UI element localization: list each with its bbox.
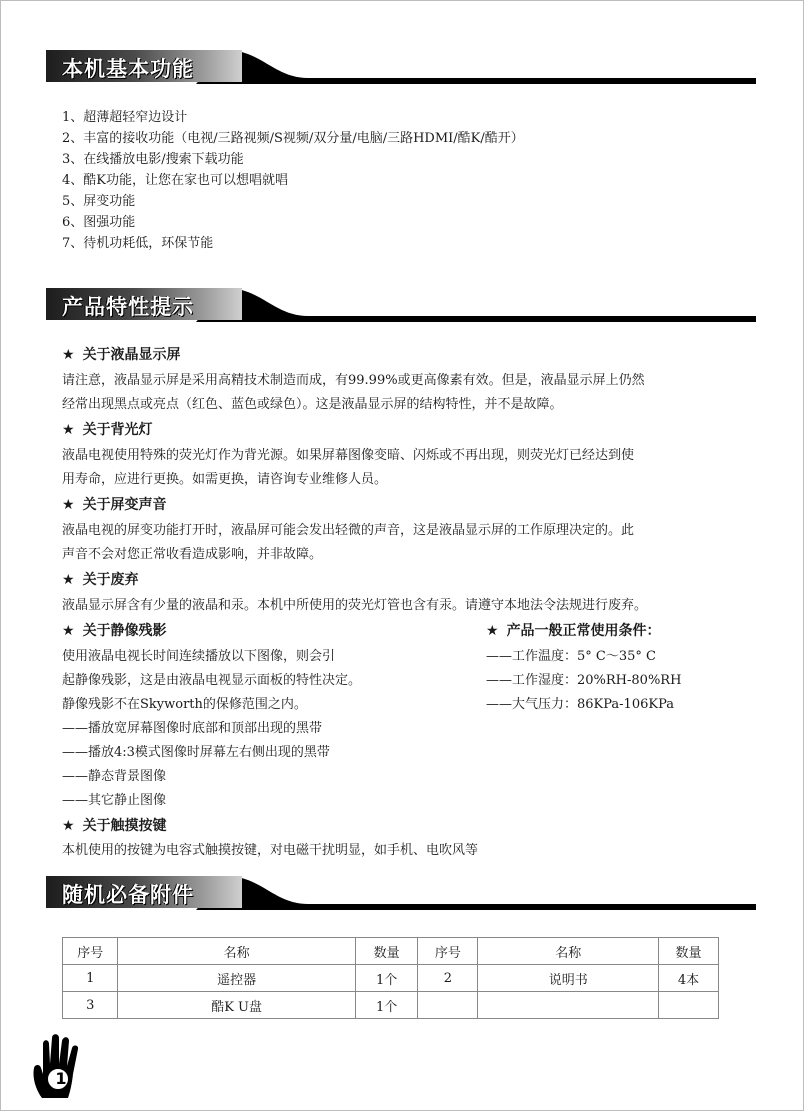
heading-conditions: ★ 产品一般正常使用条件： [486,623,661,639]
table-header-cell: 名称 [478,938,659,965]
section-title: 随机必备附件 [62,883,194,907]
table-header-cell: 名称 [118,938,355,965]
table-cell: 说明书 [478,965,659,992]
paragraph-line: 请注意，液晶显示屏是采用高精技术制造而成，有99.99%或更高像素有效。但是，液晶显示屏上仍然 [62,373,645,388]
paragraph-line: 用寿命，应进行更换。如需更换，请咨询专业维修人员。 [62,472,388,487]
star-icon: ★ [62,572,75,588]
accessories-table [62,937,719,1019]
feature-item: 5、屏变功能 [62,194,136,209]
star-icon: ★ [62,818,75,834]
table-cell: 4本 [659,965,719,992]
condition-line: ——工作温度：5° C～35° C [486,649,656,664]
section-header-properties [46,286,756,326]
star-icon: ★ [62,497,75,513]
table-cell: 遥控器 [118,965,355,992]
condition-line: ——工作湿度：20%RH-80%RH [486,673,682,688]
paragraph-line: 静像残影不在Skyworth的保修范围之内。 [62,697,307,712]
table-row [63,992,719,1019]
table-header-cell: 数量 [355,938,418,965]
section-title: 本机基本功能 [62,57,194,81]
table-cell: 1 [63,965,118,992]
feature-item: 7、待机功耗低，环保节能 [62,236,214,251]
table-cell: 1个 [355,965,418,992]
paragraph-line: ——播放4:3模式图像时屏幕左右侧出现的黑带 [62,745,330,760]
star-icon: ★ [62,347,75,363]
feature-item: 4、酷K功能，让您在家也可以想唱就唱 [62,173,288,188]
paragraph-line: 经常出现黑点或亮点（红色、蓝色或绿色）。这是液晶显示屏的结构特性，并不是故障。 [62,397,563,412]
paragraph-line: ——静态背景图像 [62,769,167,784]
heading-sound: ★ 关于屏变声音 [62,497,167,513]
table-cell: 3 [63,992,118,1019]
paragraph-line: 声音不会对您正常收看造成影响，并非故障。 [62,547,323,562]
table-header-cell: 数量 [659,938,719,965]
table-header-cell: 序号 [63,938,118,965]
page-number: 1 [55,1069,67,1088]
paragraph-line: ——播放宽屏幕图像时底部和顶部出现的黑带 [62,721,323,736]
section-title: 产品特性提示 [62,295,194,319]
paragraph-line: 本机使用的按键为电容式触摸按键，对电磁干扰明显，如手机、电吹风等 [62,843,479,858]
feature-item: 6、图强功能 [62,215,136,230]
paragraph-line: 液晶电视使用特殊的荧光灯作为背光源。如果屏幕图像变暗、闪烁或不再出现，则荧光灯已经达到使 [62,448,635,463]
table-cell: 1个 [355,992,418,1019]
table-cell [418,992,478,1019]
table-cell [478,992,659,1019]
heading-lcd: ★ 关于液晶显示屏 [62,347,181,363]
table-cell: 酷K U盘 [118,992,355,1019]
table-cell: 2 [418,965,478,992]
paragraph-line: 液晶电视的屏变功能打开时，液晶屏可能会发出轻微的声音，这是液晶显示屏的工作原理决定的。此 [62,523,635,538]
table-cell [659,992,719,1019]
star-icon: ★ [486,623,499,639]
star-icon: ★ [62,422,75,438]
paragraph-line: 液晶显示屏含有少量的液晶和汞。本机中所使用的荧光灯管也含有汞。请遵守本地法令法规进行废弃。 [62,598,648,613]
heading-disposal: ★ 关于废弃 [62,572,139,588]
feature-item: 1、超薄超轻窄边设计 [62,110,188,125]
heading-image-retention: ★ 关于静像残影 [62,623,167,639]
table-row [63,965,719,992]
heading-backlight: ★ 关于背光灯 [62,422,153,438]
feature-item: 3、在线播放电影/搜索下载功能 [62,152,244,167]
paragraph-line: ——其它静止图像 [62,793,167,808]
heading-touch-keys: ★ 关于触摸按键 [62,818,167,834]
feature-item: 2、丰富的接收功能（电视/三路视频/S视频/双分量/电脑/三路HDMI/酷K/酷开） [62,131,524,146]
star-icon: ★ [62,623,75,639]
table-header-cell: 序号 [418,938,478,965]
table-header-row [63,938,719,965]
paragraph-line: 使用液晶电视长时间连续播放以下图像，则会引 [62,649,336,664]
condition-line: ——大气压力：86KPa-106KPa [486,697,674,712]
paragraph-line: 起静像残影，这是由液晶电视显示面板的特性决定。 [62,673,362,688]
section-header-features [46,48,756,88]
section-header-accessories [46,874,756,914]
